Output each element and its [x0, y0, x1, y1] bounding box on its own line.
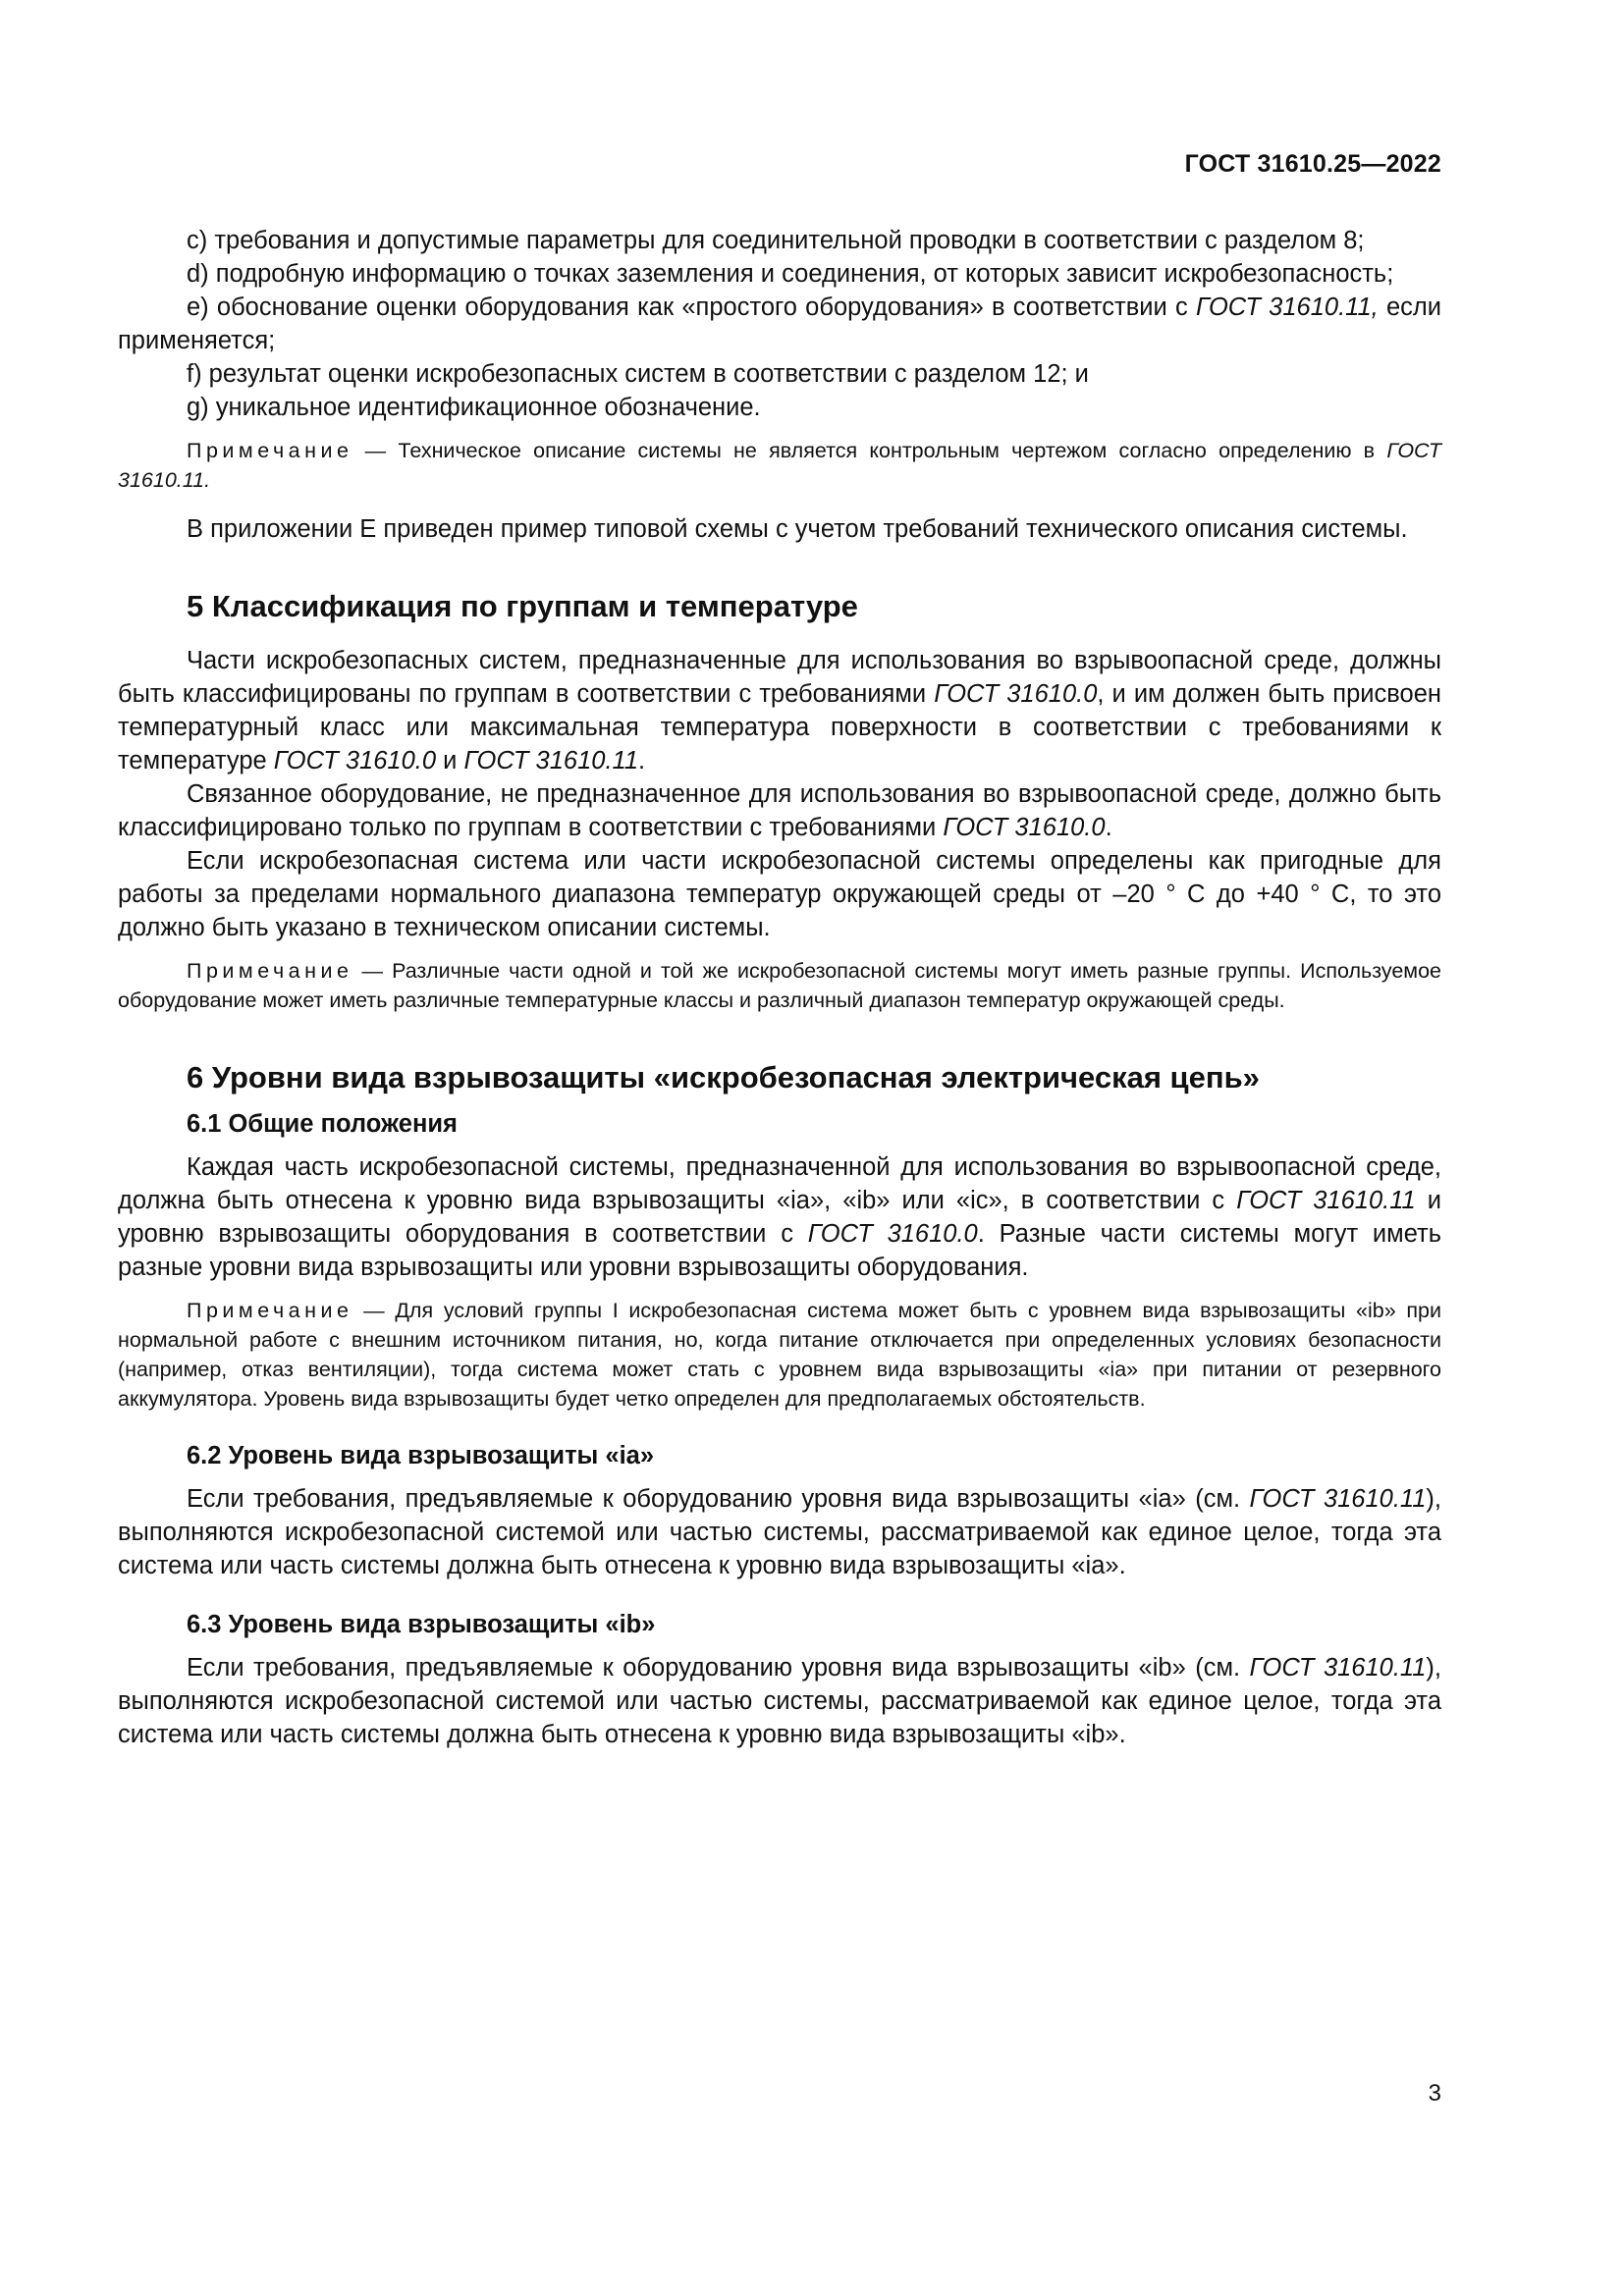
standard-reference: ГОСТ 31610.11.	[118, 439, 1441, 492]
paragraph-text: .	[1105, 814, 1112, 841]
paragraph-text: Если требования, предъявляемые к оборудованию уровня вида взрывозащиты «ia» (см.	[187, 1485, 1250, 1513]
note-text: — Различные части одной и той же искробезопасной системы могут иметь разные группы. Используемое оборудование может иметь различные температурные классы и различный диапазон температур окружающей среды.	[118, 959, 1441, 1012]
standard-reference: ГОСТ 31610.11	[463, 747, 639, 774]
paragraph-text: Части искробезопасных систем, предназначенные для использования во взрывоопасной среде, должны быть классифицированы по группам в соответствии с требованиями	[118, 647, 1441, 708]
list-item-c: c) требования и допустимые параметры для соединительной проводки в соответствии с разделом 8;	[187, 227, 1365, 254]
paragraph-text: и уровню взрывозащиты оборудования в соответствии с	[118, 1187, 1441, 1248]
paragraph-text: , и им должен быть присвоен температурный класс или максимальная температура поверхности в соответствии с требованиями к температуре	[118, 680, 1441, 774]
standard-reference: ГОСТ 31610.11,	[1195, 294, 1379, 321]
note-label: Примечание	[187, 1299, 353, 1322]
page-number: 3	[1428, 2080, 1441, 2107]
section-5-paragraph-1	[118, 644, 1441, 777]
document-designation: ГОСТ 31610.25—2022	[1184, 150, 1441, 178]
standard-reference: ГОСТ 31610.0	[943, 814, 1106, 841]
section-5-paragraph-2	[118, 777, 1441, 844]
list-item-g: g) уникальное идентификационное обозначение.	[187, 394, 761, 421]
paragraph-annex-e: В приложении Е приведен пример типовой схемы с учетом требований технического описания системы.	[187, 515, 1408, 543]
paragraph-text: Связанное оборудование, не предназначенное для использования во взрывоопасной среде, должно быть классифицировано только по группам в соответствии с требованиями	[118, 780, 1441, 841]
paragraph-text: . Разные части системы могут иметь разные уровни вида взрывозащиты или уровни взрывозащиты оборудования.	[118, 1220, 1441, 1281]
list-item-e-tail: если применяется;	[118, 294, 1441, 354]
standard-reference: ГОСТ 31610.0	[934, 680, 1098, 708]
note-text: — Техническое описание системы не является контрольным чертежом согласно определению в	[352, 439, 1387, 462]
subsection-6-1-heading: 6.1 Общие положения	[187, 1110, 458, 1138]
standard-reference: ГОСТ 31610.11	[1249, 1654, 1427, 1682]
section-6-heading: 6 Уровни вида взрывозащиты «искробезопасная электрическая цепь»	[187, 1060, 1260, 1095]
paragraph-text: ), выполняются искробезопасной системой или частью системы, рассматриваемой как единое целое, тогда эта система или часть системы должна быть отнесена к уровню вида взрывозащиты «ia».	[118, 1485, 1441, 1579]
subsection-6-3-paragraph	[118, 1651, 1441, 1751]
list-item-e-text: e) обоснование оценки оборудования как «простого оборудования» в соответствии с	[187, 294, 1196, 321]
paragraph-text: ), выполняются искробезопасной системой или частью системы, рассматриваемой как единое целое, тогда эта система или часть системы должна быть отнесена к уровню вида взрывозащиты «ib».	[118, 1654, 1441, 1748]
standard-reference: ГОСТ 31610.0	[807, 1220, 978, 1248]
standard-reference: ГОСТ 31610.0	[273, 747, 437, 774]
subsection-6-3-heading: 6.3 Уровень вида взрывозащиты «ib»	[187, 1611, 656, 1638]
subsection-6-2-heading: 6.2 Уровень вида взрывозащиты «ia»	[187, 1442, 655, 1469]
list-item-e	[118, 291, 1441, 357]
section-5-heading: 5 Классификация по группам и температуре	[187, 589, 858, 623]
note-label: Примечание	[187, 439, 353, 462]
subsection-6-2-paragraph	[118, 1482, 1441, 1582]
section-5-paragraph-3: Если искробезопасная система или части искробезопасной системы определены как пригодные для работы за пределами нормального диапазона температур окружающей среды от –20 ° С до +40 ° С, то это должно быть указано в техническом описании системы.	[118, 847, 1441, 941]
list-item-f: f) результат оценки искробезопасных систем в соответствии с разделом 12; и	[187, 360, 1089, 388]
paragraph-text: .	[638, 747, 646, 774]
list-item-d: d) подробную информацию о точках заземления и соединения, от которых зависит искробезопасность;	[187, 260, 1394, 288]
note-technical-description	[118, 436, 1441, 495]
note-text: — Для условий группы I искробезопасная система может быть с уровнем вида взрывозащиты «ib» при нормальной работе с внешним источником питания, но, когда питание отключается при определенных условиях безопасности (например, отказ вентиляции), тогда система может стать с уровнем вида взрывозащиты «ia» при питании от резервного аккумулятора. Уровень вида взрывозащиты будет четко определен для предполагаемых обстоятельств.	[118, 1299, 1441, 1411]
paragraph-text: Каждая часть искробезопасной системы, предназначенной для использования во взрывоопасной среде, должна быть отнесена к уровню вида взрывозащиты «ia», «ib» или «ic», в соответствии с	[118, 1153, 1441, 1214]
subsection-6-1-paragraph	[118, 1150, 1441, 1284]
paragraph-text: Если требования, предъявляемые к оборудованию уровня вида взрывозащиты «ib» (см.	[187, 1654, 1250, 1682]
note-label: Примечание	[187, 959, 353, 983]
section-5-note	[118, 956, 1441, 1015]
standard-reference: ГОСТ 31610.11	[1249, 1485, 1427, 1513]
standard-reference: ГОСТ 31610.11	[1236, 1187, 1416, 1214]
subsection-6-1-note	[118, 1296, 1441, 1414]
paragraph-text: и	[436, 747, 464, 774]
page-content	[118, 224, 1441, 1751]
